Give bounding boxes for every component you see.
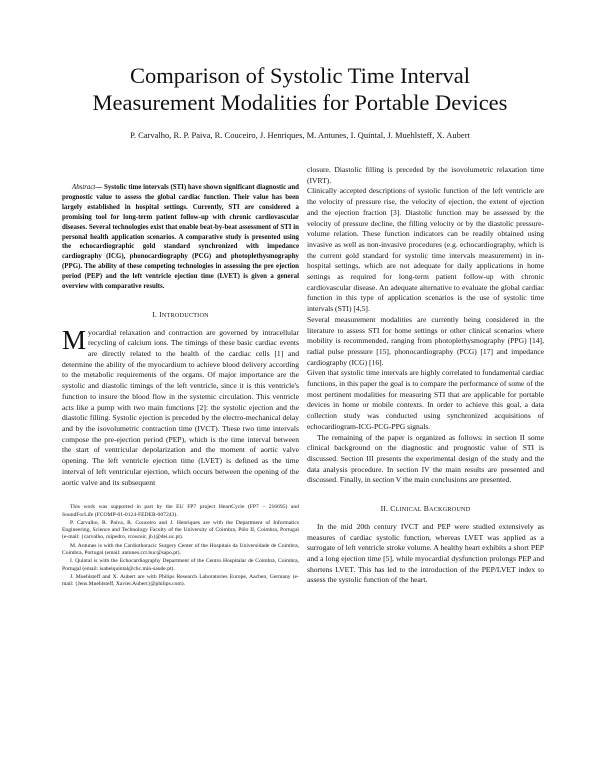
heading-initial: I: [159, 309, 162, 319]
heading-rest: ACKGROUND: [429, 506, 471, 514]
title-line-1: Comparison of Systolic Time Interval: [130, 63, 470, 88]
abstract: [62, 183, 299, 292]
footnote-funding: This work was supported in part by the EU FP7 project HeartCycle (FP7 – 216695) and SoundForLife (FCOMP-01-0124-FEDER-007243).: [62, 504, 299, 518]
drop-cap: M: [62, 324, 87, 355]
footnote-affiliation-philips: J. Muehlsteff and X. Aubert are with Philips Research Laboratories Europe, Aachen, Germany (e-mail: {Jens.Muehlsteff, Xavier.Aubert}@philips.com).: [62, 573, 299, 588]
footnote-affiliation-huc: M. Antunes is with the Cardiothoracic Surgery Center of the Hospitais da Universidade de Coimbra, Coimbra, Portugal (email: antunes.cct.huc@sapo.pt).: [62, 542, 299, 556]
abstract-text: — Systolic time intervals (STI) have shown significant diagnostic and prognostic value to assess the global cardiac function. Their value has been largely established in hospital settings. Currently, STI are considered a promising tool for long-term patient follow-up with chronic cardiovascular diseases. Several technologies exist that enable beat-by-beat assessment of STI in personal health application scenarios. A comparative study is presented using the echocardiographic gold standard synchronized with impedance cardiography (ICG), phonocardiography (PCG) and photoplethysmography (PPG). The ability of these competing technologies in assessing the pre ejection period (PEP) and the left ventricle ejection time (LVET) is given a general overview with comparative results.: [62, 184, 299, 291]
right-column: [307, 165, 544, 586]
section-heading-introduction: [62, 310, 299, 322]
title-line-2: Measurement Modalities for Portable Devices: [92, 90, 508, 115]
author-list: P. Carvalho, R. P. Paiva, R. Couceiro, J. Henriques, M. Antunes, I. Quintal, J. Muehlsteff, X. Aubert: [130, 130, 470, 140]
paper-title: [40, 62, 560, 116]
section-heading-clinical-background: [307, 504, 544, 516]
intro-paragraph-4: Given that systolic time intervals are highly correlated to fundamental cardiac functions, in this paper the goal is to compare the performance of some of the most pertinent modalities for measuring STI that are applicable for portable devices in home or mobile contexts. In order to achieve this goal, a data collection study was conducted using synchronized acquisitions of echocardiogram-ICG-PCG-PPG signals.: [307, 368, 544, 431]
abstract-label: Abstract: [72, 184, 96, 191]
intro-paragraph-2: Clinically accepted descriptions of systolic function of the left ventricle are the velocity of pressure rise, the velocity of ejection, the extent of ejection and the ejection fraction [3]. Diastolic function may be assessed by the velocity of pressure decline, the filling velocity or by the diastolic pressure-volume relation. These function indicators can be readily obtained using invasive as well as non-invasive procedures (e.g. echocardiography, which is the current gold standard for systolic time intervals measurement) in in-hospital settings, which are not adequate for daily applications in home settings as required for long-term patient follow-up with chronic cardiovascular disease. An adequate alternative to evaluate the global cardiac function in this type of application scenarios is the use of systolic time intervals (STI) [4,5].: [307, 186, 544, 314]
footnote-affiliation-uc: P. Carvalho, R. Paiva, R. Couceiro and J. Henriques are with the Department of Informatics Engineering, Science and Technology Faculty of the University of Coimbra, Pólo II, Coimbra, Portugal (e-mail: {carvalho, ruipedro, rcouceir, jh}@dei.uc.pt).: [62, 519, 299, 541]
intro-paragraph-1: [62, 324, 299, 489]
intro-paragraph-3: Several measurement modalities are currently being considered in the literature to assess STI for home settings or other clinical scenarios where mobility is recommended, ranging from photoplethysmography (PPG) [14], radial pulse pressure [15], phonocardiography (PCG) [17] and impedance cardiography (ICG) [16].: [307, 314, 544, 367]
heading-initial: C: [390, 504, 396, 514]
intro-paragraph-5: The remaining of the paper is organized as follows: in section II some clinical background on the diagnostic and prognostic value of STI is discussed. Section III presents the experimental design of the study and the data analysis procedure. In section IV the main results are presented and discussed. Finally, in section V the main conclusions are presented.: [307, 432, 544, 485]
footnote-affiliation-chc: I. Quintal is with the Echocardiography Department of the Centro Hospitalar de Coimbra, Coimbra, Portugal (email: isabelquintal@chc.min-saude.pt).: [62, 558, 299, 572]
section-numeral: II.: [380, 504, 389, 514]
paragraph-text: yocardial relaxation and contraction are governed by intracellular recycling of calcium ions. The timings of these basic cardiac events are directly related to the health of the cardiac cells [1] and determine the ability of the myocardium to achieve blood delivery according to the metabolic requirements of the organs. Of major importance are the systolic and diastolic timings of the left ventricle, since it is this ventricle's function to insure the blood flow in the systemic circulation. This ventricle acts like a pump with two main functions [2]: the systolic ejection and the diastolic filling. Systolic ejection is preceded by the electro-mechanical delay and by the isovolumetric contraction time (IVCT). These two time intervals compose the pre-ejection period (PEP), which is the time interval between the start of ventricular depolarization and the moment of aortic valve opening. The left ventricle ejection time (LVET) is defined as the time interval of left ventricular ejection, which occurs between the opening of the aortic valve and its subsequent: [62, 327, 299, 487]
left-column: [62, 165, 299, 589]
footnotes: [62, 504, 299, 588]
intro-paragraph-continued: closure. Diastolic filling is preceded by the isovolumetric relaxation time (IVRT).: [307, 165, 544, 185]
heading-initial: B: [423, 504, 430, 514]
clinical-paragraph-1: In the mid 20th century IVCT and PEP were studied extensively as measures of cardiac systolic function, whereas LVET was applied as a surrogate of left ventricle stroke volume. A healthy heart exhibits a short PEP and a long ejection time [5], while myocardial dysfunction prolongs PEP and shortens LVET. This has led to the introduction of the PEP/LVET index to assess the systolic function of the heart.: [307, 521, 544, 585]
heading-rest: NTRODUCTION: [161, 311, 209, 319]
heading-rest: LINICAL: [395, 506, 422, 514]
section-numeral: I.: [152, 309, 158, 319]
